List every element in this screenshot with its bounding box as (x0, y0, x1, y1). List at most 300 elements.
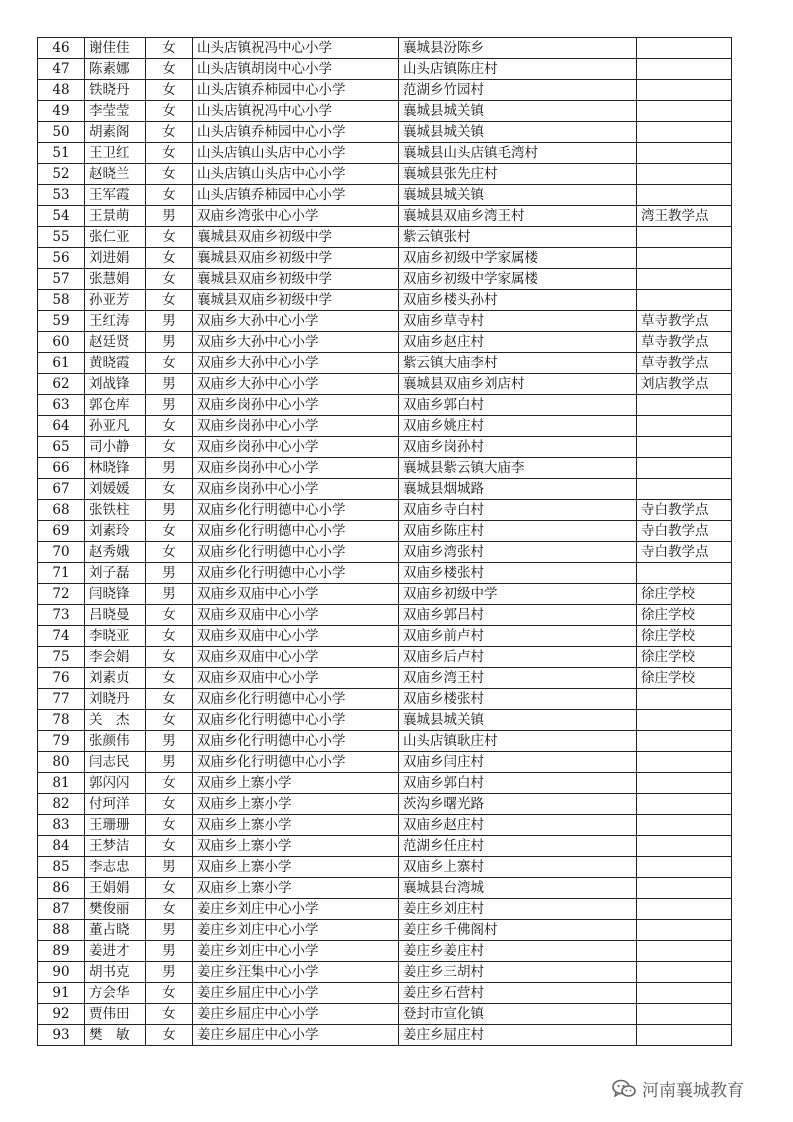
cell-number: 75 (38, 647, 85, 668)
cell-note (637, 59, 732, 80)
table-row (38, 836, 732, 857)
cell-note: 徐庄学校 (637, 647, 732, 668)
cell-name: 孙亚凡 (85, 416, 146, 437)
table-row (38, 941, 732, 962)
cell-name: 樊俊丽 (85, 899, 146, 920)
cell-gender: 女 (146, 353, 193, 374)
cell-number: 81 (38, 773, 85, 794)
cell-name: 铁晓丹 (85, 80, 146, 101)
cell-school: 双庙乡双庙中心小学 (193, 584, 399, 605)
table-row (38, 731, 732, 752)
roster-body (38, 38, 732, 1046)
cell-gender: 女 (146, 626, 193, 647)
cell-name: 王红涛 (85, 311, 146, 332)
cell-name: 刘战锋 (85, 374, 146, 395)
cell-school: 双庙乡上寨小学 (193, 773, 399, 794)
cell-gender: 男 (146, 941, 193, 962)
cell-gender: 女 (146, 437, 193, 458)
cell-address: 襄城县城关镇 (399, 710, 637, 731)
cell-school: 双庙乡化行明德中心小学 (193, 542, 399, 563)
table-row (38, 38, 732, 59)
cell-address: 姜庄乡屈庄村 (399, 1025, 637, 1046)
cell-number: 59 (38, 311, 85, 332)
cell-name: 赵秀娥 (85, 542, 146, 563)
cell-school: 山头店镇乔柿园中心小学 (193, 185, 399, 206)
cell-number: 72 (38, 584, 85, 605)
cell-address: 双庙乡郭白村 (399, 773, 637, 794)
cell-address: 双庙乡闫庄村 (399, 752, 637, 773)
cell-gender: 女 (146, 122, 193, 143)
cell-name: 王军霞 (85, 185, 146, 206)
cell-note: 徐庄学校 (637, 584, 732, 605)
cell-name: 张颜伟 (85, 731, 146, 752)
cell-number: 79 (38, 731, 85, 752)
cell-school: 双庙乡上寨小学 (193, 878, 399, 899)
cell-note: 草寺教学点 (637, 332, 732, 353)
cell-number: 76 (38, 668, 85, 689)
cell-note (637, 101, 732, 122)
cell-school: 双庙乡岗孙中心小学 (193, 479, 399, 500)
table-row (38, 395, 732, 416)
cell-school: 双庙乡岗孙中心小学 (193, 458, 399, 479)
cell-address: 紫云镇张村 (399, 227, 637, 248)
table-row (38, 101, 732, 122)
cell-gender: 女 (146, 836, 193, 857)
watermark (612, 1076, 744, 1101)
cell-note: 徐庄学校 (637, 668, 732, 689)
cell-name: 赵晓兰 (85, 164, 146, 185)
table-row (38, 563, 732, 584)
cell-gender: 女 (146, 248, 193, 269)
cell-name: 刘晓丹 (85, 689, 146, 710)
cell-note (637, 857, 732, 878)
cell-note (637, 815, 732, 836)
cell-gender: 女 (146, 479, 193, 500)
cell-number: 53 (38, 185, 85, 206)
cell-school: 双庙乡双庙中心小学 (193, 647, 399, 668)
cell-gender: 女 (146, 689, 193, 710)
table-row (38, 185, 732, 206)
cell-school: 姜庄乡屈庄中心小学 (193, 1004, 399, 1025)
table-row (38, 878, 732, 899)
cell-note (637, 479, 732, 500)
cell-gender: 女 (146, 983, 193, 1004)
cell-name: 董占晓 (85, 920, 146, 941)
table-row (38, 1004, 732, 1025)
cell-gender: 女 (146, 773, 193, 794)
cell-school: 双庙乡上寨小学 (193, 815, 399, 836)
cell-address: 襄城县紫云镇大庙李 (399, 458, 637, 479)
cell-address: 范湖乡竹园村 (399, 80, 637, 101)
cell-note: 湾王教学点 (637, 206, 732, 227)
cell-gender: 女 (146, 1025, 193, 1046)
cell-school: 双庙乡双庙中心小学 (193, 605, 399, 626)
cell-number: 92 (38, 1004, 85, 1025)
cell-address: 双庙乡姚庄村 (399, 416, 637, 437)
cell-number: 48 (38, 80, 85, 101)
cell-note (637, 1025, 732, 1046)
cell-name: 张仁亚 (85, 227, 146, 248)
cell-address: 双庙乡前卢村 (399, 626, 637, 647)
cell-name: 王卫红 (85, 143, 146, 164)
table-row (38, 710, 732, 731)
cell-name: 黄晓霞 (85, 353, 146, 374)
cell-address: 双庙乡楼张村 (399, 689, 637, 710)
cell-gender: 女 (146, 80, 193, 101)
table-row (38, 437, 732, 458)
cell-gender: 男 (146, 752, 193, 773)
cell-school: 双庙乡化行明德中心小学 (193, 689, 399, 710)
cell-note (637, 80, 732, 101)
cell-gender: 女 (146, 647, 193, 668)
cell-school: 襄城县双庙乡初级中学 (193, 290, 399, 311)
cell-address: 登封市宣化镇 (399, 1004, 637, 1025)
cell-note (637, 878, 732, 899)
table-row (38, 311, 732, 332)
cell-number: 64 (38, 416, 85, 437)
cell-gender: 男 (146, 458, 193, 479)
cell-school: 双庙乡双庙中心小学 (193, 626, 399, 647)
table-row (38, 59, 732, 80)
cell-note: 徐庄学校 (637, 605, 732, 626)
cell-note (637, 962, 732, 983)
cell-number: 49 (38, 101, 85, 122)
cell-name: 刘媛媛 (85, 479, 146, 500)
cell-address: 姜庄乡刘庄村 (399, 899, 637, 920)
table-row (38, 794, 732, 815)
cell-school: 双庙乡化行明德中心小学 (193, 710, 399, 731)
table-row (38, 815, 732, 836)
cell-school: 姜庄乡屈庄中心小学 (193, 1025, 399, 1046)
cell-number: 83 (38, 815, 85, 836)
cell-gender: 女 (146, 101, 193, 122)
cell-number: 58 (38, 290, 85, 311)
cell-name: 李会娟 (85, 647, 146, 668)
cell-note (637, 1004, 732, 1025)
cell-school: 山头店镇山头店中心小学 (193, 164, 399, 185)
cell-address: 双庙乡湾王村 (399, 668, 637, 689)
cell-school: 双庙乡上寨小学 (193, 857, 399, 878)
table-row (38, 899, 732, 920)
cell-school: 山头店镇祝冯中心小学 (193, 38, 399, 59)
cell-note (637, 920, 732, 941)
cell-address: 山头店镇陈庄村 (399, 59, 637, 80)
cell-name: 胡书克 (85, 962, 146, 983)
cell-note (637, 416, 732, 437)
cell-gender: 女 (146, 269, 193, 290)
cell-name: 刘进娟 (85, 248, 146, 269)
cell-name: 司小静 (85, 437, 146, 458)
cell-gender: 女 (146, 185, 193, 206)
cell-gender: 女 (146, 542, 193, 563)
cell-address: 范湖乡任庄村 (399, 836, 637, 857)
cell-name: 刘素玲 (85, 521, 146, 542)
cell-note (637, 731, 732, 752)
cell-number: 52 (38, 164, 85, 185)
cell-address: 双庙乡初级中学家属楼 (399, 248, 637, 269)
cell-gender: 女 (146, 521, 193, 542)
table-row (38, 353, 732, 374)
cell-note: 寺白教学点 (637, 542, 732, 563)
cell-note (637, 269, 732, 290)
cell-school: 双庙乡大孙中心小学 (193, 332, 399, 353)
cell-school: 双庙乡岗孙中心小学 (193, 416, 399, 437)
cell-number: 71 (38, 563, 85, 584)
cell-gender: 男 (146, 962, 193, 983)
table-row (38, 164, 732, 185)
cell-address: 双庙乡楼头孙村 (399, 290, 637, 311)
cell-gender: 女 (146, 38, 193, 59)
cell-name: 陈素娜 (85, 59, 146, 80)
table-row (38, 983, 732, 1004)
cell-note: 寺白教学点 (637, 521, 732, 542)
cell-name: 王娟娟 (85, 878, 146, 899)
cell-note (637, 248, 732, 269)
cell-school: 双庙乡大孙中心小学 (193, 353, 399, 374)
cell-name: 林晓锋 (85, 458, 146, 479)
cell-name: 胡素阁 (85, 122, 146, 143)
cell-note: 刘店教学点 (637, 374, 732, 395)
table-row (38, 668, 732, 689)
cell-school: 双庙乡化行明德中心小学 (193, 752, 399, 773)
cell-address: 双庙乡赵庄村 (399, 815, 637, 836)
table-row (38, 920, 732, 941)
cell-address: 姜庄乡石营村 (399, 983, 637, 1004)
cell-name: 关 杰 (85, 710, 146, 731)
cell-address: 山头店镇耿庄村 (399, 731, 637, 752)
cell-school: 双庙乡化行明德中心小学 (193, 731, 399, 752)
cell-number: 73 (38, 605, 85, 626)
table-row (38, 80, 732, 101)
cell-address: 姜庄乡姜庄村 (399, 941, 637, 962)
cell-note (637, 143, 732, 164)
cell-note (637, 185, 732, 206)
cell-school: 双庙乡岗孙中心小学 (193, 437, 399, 458)
cell-address: 双庙乡草寺村 (399, 311, 637, 332)
cell-number: 80 (38, 752, 85, 773)
cell-name: 张铁柱 (85, 500, 146, 521)
table-row (38, 374, 732, 395)
cell-note (637, 794, 732, 815)
cell-gender: 男 (146, 584, 193, 605)
table-row (38, 689, 732, 710)
cell-name: 郭仓库 (85, 395, 146, 416)
table-row (38, 416, 732, 437)
cell-gender: 男 (146, 920, 193, 941)
cell-number: 74 (38, 626, 85, 647)
cell-note (637, 752, 732, 773)
cell-name: 王梦洁 (85, 836, 146, 857)
cell-school: 双庙乡湾张中心小学 (193, 206, 399, 227)
cell-number: 61 (38, 353, 85, 374)
cell-note (637, 38, 732, 59)
table-row (38, 479, 732, 500)
cell-school: 山头店镇山头店中心小学 (193, 143, 399, 164)
table-row (38, 626, 732, 647)
table-row (38, 584, 732, 605)
cell-note: 草寺教学点 (637, 353, 732, 374)
table-row (38, 752, 732, 773)
cell-number: 46 (38, 38, 85, 59)
cell-gender: 男 (146, 500, 193, 521)
cell-number: 63 (38, 395, 85, 416)
cell-number: 62 (38, 374, 85, 395)
table-row (38, 857, 732, 878)
cell-address: 双庙乡初级中学家属楼 (399, 269, 637, 290)
cell-number: 85 (38, 857, 85, 878)
cell-number: 60 (38, 332, 85, 353)
cell-gender: 男 (146, 563, 193, 584)
cell-note (637, 122, 732, 143)
cell-address: 双庙乡岗孙村 (399, 437, 637, 458)
cell-number: 69 (38, 521, 85, 542)
cell-note: 草寺教学点 (637, 311, 732, 332)
cell-name: 刘子磊 (85, 563, 146, 584)
cell-name: 李莹莹 (85, 101, 146, 122)
cell-address: 襄城县城关镇 (399, 101, 637, 122)
cell-number: 54 (38, 206, 85, 227)
cell-address: 襄城县台湾城 (399, 878, 637, 899)
cell-name: 贾伟田 (85, 1004, 146, 1025)
cell-number: 87 (38, 899, 85, 920)
table-row (38, 227, 732, 248)
cell-gender: 女 (146, 815, 193, 836)
cell-name: 赵廷贤 (85, 332, 146, 353)
cell-note (637, 164, 732, 185)
cell-gender: 男 (146, 332, 193, 353)
cell-school: 姜庄乡刘庄中心小学 (193, 920, 399, 941)
cell-number: 93 (38, 1025, 85, 1046)
cell-school: 襄城县双庙乡初级中学 (193, 248, 399, 269)
cell-number: 91 (38, 983, 85, 1004)
cell-note (637, 437, 732, 458)
cell-name: 闫志民 (85, 752, 146, 773)
cell-school: 双庙乡大孙中心小学 (193, 311, 399, 332)
cell-address: 襄城县张先庄村 (399, 164, 637, 185)
cell-number: 77 (38, 689, 85, 710)
cell-address: 双庙乡郭白村 (399, 395, 637, 416)
cell-number: 68 (38, 500, 85, 521)
cell-address: 双庙乡寺白村 (399, 500, 637, 521)
roster-table (37, 37, 732, 1046)
cell-gender: 女 (146, 227, 193, 248)
cell-number: 86 (38, 878, 85, 899)
cell-school: 山头店镇胡岗中心小学 (193, 59, 399, 80)
table-row (38, 542, 732, 563)
cell-name: 樊 敏 (85, 1025, 146, 1046)
cell-address: 茨沟乡曙光路 (399, 794, 637, 815)
cell-note (637, 773, 732, 794)
cell-gender: 女 (146, 143, 193, 164)
cell-school: 双庙乡大孙中心小学 (193, 374, 399, 395)
cell-school: 双庙乡岗孙中心小学 (193, 395, 399, 416)
table-row (38, 248, 732, 269)
cell-school: 山头店镇乔柿园中心小学 (193, 122, 399, 143)
cell-address: 双庙乡郭吕村 (399, 605, 637, 626)
cell-note: 寺白教学点 (637, 500, 732, 521)
cell-gender: 女 (146, 416, 193, 437)
cell-address: 姜庄乡千佛阁村 (399, 920, 637, 941)
cell-address: 襄城县烟城路 (399, 479, 637, 500)
cell-number: 47 (38, 59, 85, 80)
cell-school: 双庙乡双庙中心小学 (193, 668, 399, 689)
cell-number: 57 (38, 269, 85, 290)
cell-school: 山头店镇乔柿园中心小学 (193, 80, 399, 101)
cell-address: 双庙乡上寨村 (399, 857, 637, 878)
table-row (38, 1025, 732, 1046)
cell-number: 51 (38, 143, 85, 164)
cell-note (637, 563, 732, 584)
cell-note (637, 458, 732, 479)
cell-address: 襄城县汾陈乡 (399, 38, 637, 59)
cell-note (637, 689, 732, 710)
cell-name: 郭闪闪 (85, 773, 146, 794)
cell-gender: 女 (146, 1004, 193, 1025)
cell-number: 89 (38, 941, 85, 962)
cell-address: 襄城县城关镇 (399, 122, 637, 143)
cell-name: 姜进才 (85, 941, 146, 962)
cell-address: 襄城县双庙乡刘店村 (399, 374, 637, 395)
table-row (38, 143, 732, 164)
cell-gender: 女 (146, 878, 193, 899)
cell-address: 双庙乡赵庄村 (399, 332, 637, 353)
watermark-text: 河南襄城教育 (642, 1081, 744, 1101)
cell-address: 双庙乡楼张村 (399, 563, 637, 584)
table-row (38, 458, 732, 479)
cell-number: 67 (38, 479, 85, 500)
table-row (38, 647, 732, 668)
cell-gender: 女 (146, 710, 193, 731)
cell-address: 双庙乡初级中学 (399, 584, 637, 605)
table-row (38, 332, 732, 353)
cell-number: 55 (38, 227, 85, 248)
cell-school: 姜庄乡刘庄中心小学 (193, 941, 399, 962)
table-row (38, 605, 732, 626)
table-row (38, 773, 732, 794)
cell-gender: 男 (146, 731, 193, 752)
cell-gender: 男 (146, 311, 193, 332)
table-row (38, 962, 732, 983)
cell-number: 66 (38, 458, 85, 479)
cell-name: 闫晓锋 (85, 584, 146, 605)
cell-note (637, 710, 732, 731)
cell-number: 56 (38, 248, 85, 269)
table-row (38, 521, 732, 542)
cell-address: 双庙乡陈庄村 (399, 521, 637, 542)
cell-note (637, 836, 732, 857)
cell-name: 李晓亚 (85, 626, 146, 647)
table-row (38, 290, 732, 311)
cell-address: 襄城县山头店镇毛湾村 (399, 143, 637, 164)
cell-address: 姜庄乡三胡村 (399, 962, 637, 983)
cell-address: 襄城县双庙乡湾王村 (399, 206, 637, 227)
cell-name: 王珊珊 (85, 815, 146, 836)
cell-note (637, 983, 732, 1004)
cell-school: 双庙乡化行明德中心小学 (193, 563, 399, 584)
cell-gender: 女 (146, 899, 193, 920)
cell-gender: 男 (146, 206, 193, 227)
cell-number: 65 (38, 437, 85, 458)
table-row (38, 500, 732, 521)
cell-address: 双庙乡后卢村 (399, 647, 637, 668)
cell-number: 50 (38, 122, 85, 143)
cell-note: 徐庄学校 (637, 626, 732, 647)
cell-school: 襄城县双庙乡初级中学 (193, 269, 399, 290)
cell-gender: 男 (146, 857, 193, 878)
cell-number: 70 (38, 542, 85, 563)
cell-name: 李志忠 (85, 857, 146, 878)
cell-name: 张慧娟 (85, 269, 146, 290)
